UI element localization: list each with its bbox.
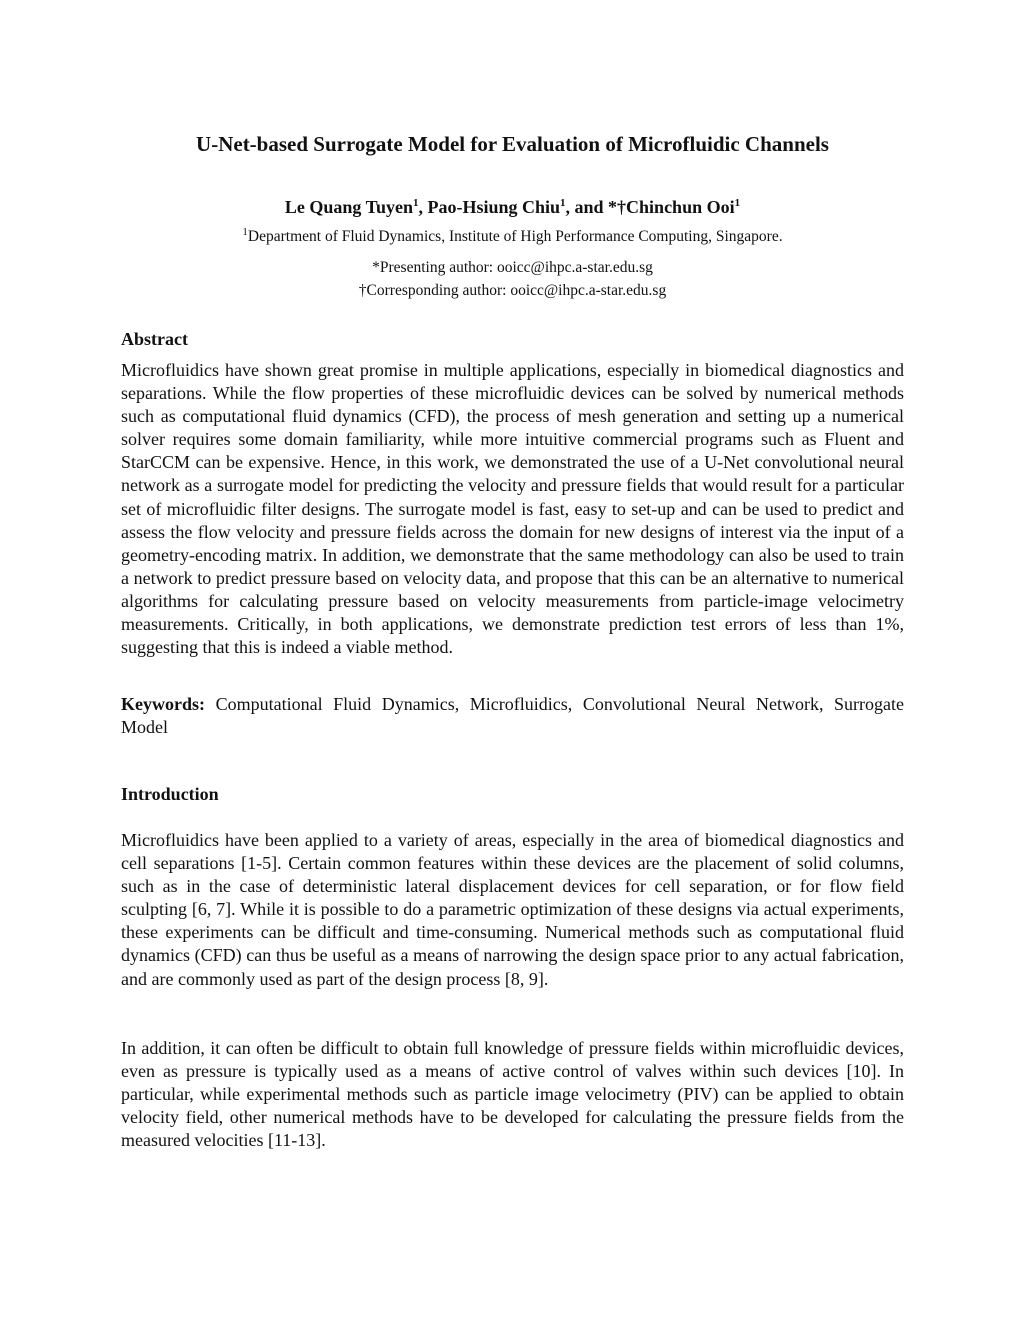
abstract-heading: Abstract [121, 329, 188, 349]
author-list [121, 195, 904, 219]
affiliation-text: Department of Fluid Dynamics, Institute of High Performance Computing, Singapore. [247, 228, 783, 245]
keywords-label: Keywords: [121, 694, 205, 714]
paper-title: U-Net-based Surrogate Model for Evaluation of Microfluidic Channels [196, 132, 829, 156]
author-separator: , and [565, 197, 609, 217]
author-affiliation-marker: 1 [734, 197, 741, 209]
presenting-author: *Presenting author: ooicc@ihpc.a-star.edu.sg [372, 259, 653, 276]
abstract-text: Microfluidics have shown great promise in multiple applications, especially in biomedical diagnostics and separations. While the flow properties of these microfluidic devices can be solved by numerical methods such as computational fluid dynamics (CFD), the process of mesh generation and setting up a numerical solver requires some domain familiarity, while more intuitive commercial programs such as Fluent and StarCCM can be expensive. Hence, in this work, we demonstrated the use of a U-Net convolutional neural network as a surrogate model for predicting the velocity and pressure fields that would result for a particular set of microfluidic filter designs. The surrogate model is fast, easy to set-up and can be used to predict and assess the flow velocity and pressure fields across the domain for new designs of interest via the input of a geometry-encoding matrix. In addition, we demonstrate that the same methodology can also be used to train a network to predict pressure based on velocity data, and propose that this can be an alternative to numerical algorithms for calculating pressure based on velocity measurements from particle-image velocimetry measurements. Critically, in both applications, we demonstrate prediction test errors of less than 1%, suggesting that this is indeed a viable method. [121, 360, 904, 658]
affiliation-marker: 1 [242, 225, 248, 238]
keywords [121, 693, 904, 739]
author-name: *†Chinchun Ooi [608, 197, 735, 217]
author-name: Le Quang Tuyen [284, 197, 413, 217]
keywords-text: Computational Fluid Dynamics, Microfluidics, Convolutional Neural Network, Surrogate Model [121, 694, 904, 738]
introduction-paragraph: Microfluidics have been applied to a variety of areas, especially in the area of biomedical diagnostics and cell separations [1-5]. Certain common features within these devices are the placement of solid columns, such as in the case of deterministic lateral displacement devices for cell separation, or for flow field sculpting [6, 7]. While it is possible to do a parametric optimization of these designs via actual experiments, these experiments can be difficult and time-consuming. Numerical methods such as computational fluid dynamics (CFD) can thus be useful as a means of narrowing the design space prior to any actual fabrication, and are commonly used as part of the design process [8, 9]. [121, 830, 904, 989]
author-name: Pao-Hsiung Chiu [427, 197, 561, 217]
author-separator: , [418, 197, 428, 217]
author-affiliation-marker: 1 [412, 197, 419, 209]
corresponding-author: †Corresponding author: ooicc@ihpc.a-star.edu.sg [358, 282, 667, 299]
author-affiliation-marker: 1 [560, 197, 566, 209]
introduction-paragraph: In addition, it can often be difficult to obtain full knowledge of pressure fields within microfluidic devices, even as pressure is typically used as a means of active control of valves within such devices [10]. In particular, while experimental methods such as particle image velocimetry (PIV) can be applied to obtain velocity field, other numerical methods have to be developed for calculating the pressure fields from the measured velocities [11-13]. [121, 1038, 904, 1151]
introduction-heading: Introduction [121, 784, 219, 804]
affiliation [121, 227, 904, 247]
